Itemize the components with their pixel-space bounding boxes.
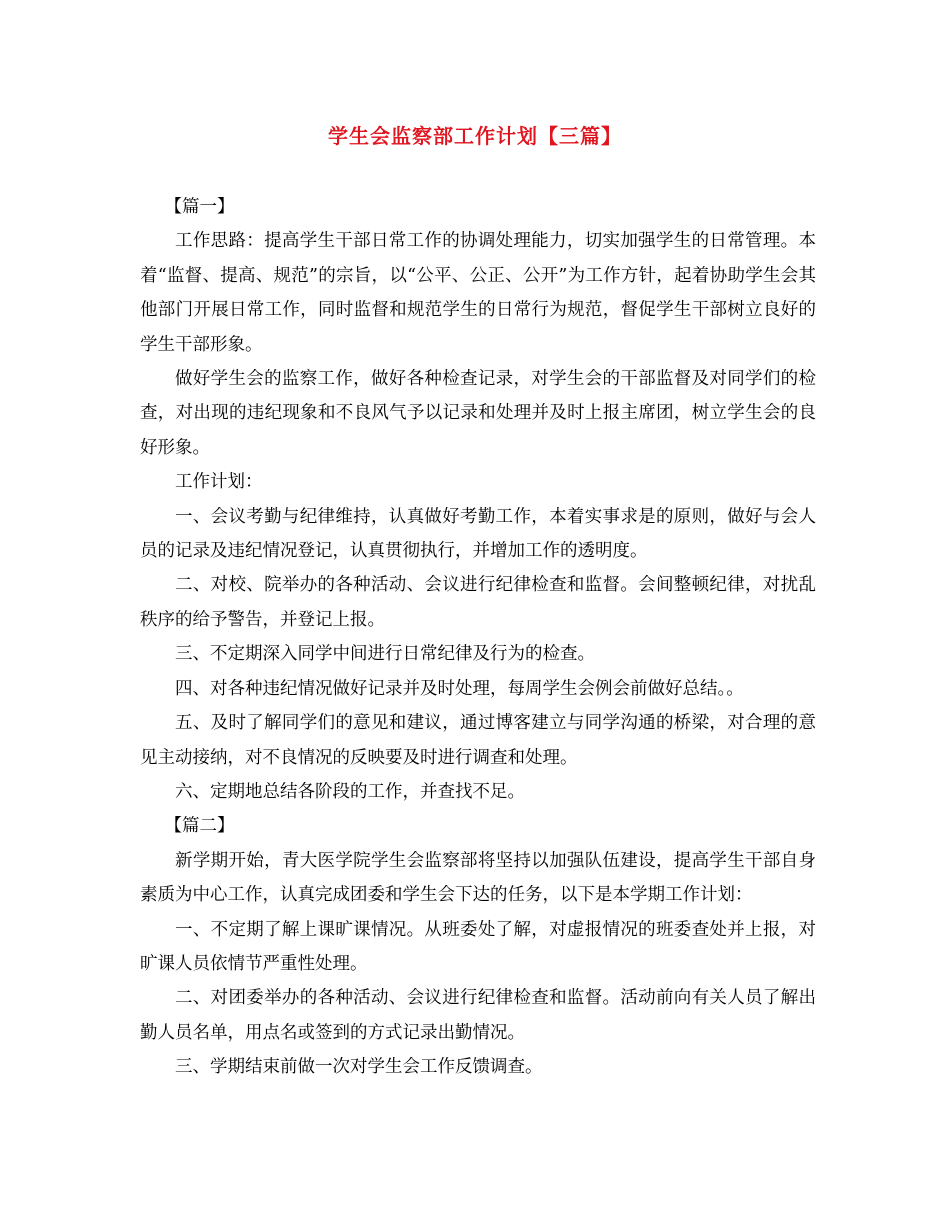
paragraph: 三、不定期深入同学中间进行日常纪律及行为的检查。 bbox=[175, 644, 595, 665]
document-title: 学生会监察部工作计划【三篇】 bbox=[328, 124, 622, 148]
paragraph: 二、对团委举办的各种活动、会议进行纪律检查和监督。活动前向有关人员了解出勤人员名单，用点名或签到的方式记录出勤情况。 bbox=[140, 988, 816, 1043]
paragraph: 四、对各种违纪情况做好记录并及时处理，每周学生会例会前做好总结。。 bbox=[175, 678, 744, 699]
paragraph: 三、学期结束前做一次对学生会工作反馈调查。 bbox=[175, 1057, 543, 1078]
paragraph: 工作计划： bbox=[175, 472, 263, 493]
document-body bbox=[140, 190, 816, 1085]
paragraph: 二、对校、院举办的各种活动、会议进行纪律检查和监督。会间整顿纪律，对扰乱秩序的给予警告，并登记上报。 bbox=[140, 575, 816, 630]
paragraph: 做好学生会的监察工作，做好各种检查记录，对学生会的干部监督及对同学们的检查，对出现的违纪现象和不良风气予以记录和处理并及时上报主席团，树立学生会的良好形象。 bbox=[140, 369, 816, 458]
paragraph: 一、会议考勤与纪律维持，认真做好考勤工作，本着实事求是的原则，做好与会人员的记录及违纪情况登记，认真贯彻执行，并增加工作的透明度。 bbox=[140, 506, 816, 562]
paragraph: 工作思路：提高学生干部日常工作的协调处理能力，切实加强学生的日常管理。本着“监督、提高、规范”的宗旨，以“公平、公正、公开”为工作方针，起着协助学生会其他部门开展日常工作，同时监督和规范学生的日常行为规范，督促学生干部树立良好的学生干部形象。 bbox=[140, 231, 816, 355]
paragraph: 五、及时了解同学们的意见和建议，通过博客建立与同学沟通的桥梁，对合理的意见主动接纳，对不良情况的反映要及时进行调查和处理。 bbox=[140, 713, 816, 768]
section-heading-2: 【篇二】 bbox=[164, 816, 235, 837]
section-heading-1: 【篇一】 bbox=[164, 197, 235, 217]
paragraph: 一、不定期了解上课旷课情况。从班委处了解，对虚报情况的班委查处并上报，对旷课人员依情节严重性处理。 bbox=[140, 919, 816, 974]
paragraph: 六、定期地总结各阶段的工作，并查找不足。 bbox=[175, 781, 525, 802]
paragraph: 新学期开始，青大医学院学生会监察部将坚持以加强队伍建设，提高学生干部自身素质为中心工作，认真完成团委和学生会下达的任务，以下是本学期工作计划： bbox=[140, 850, 816, 906]
